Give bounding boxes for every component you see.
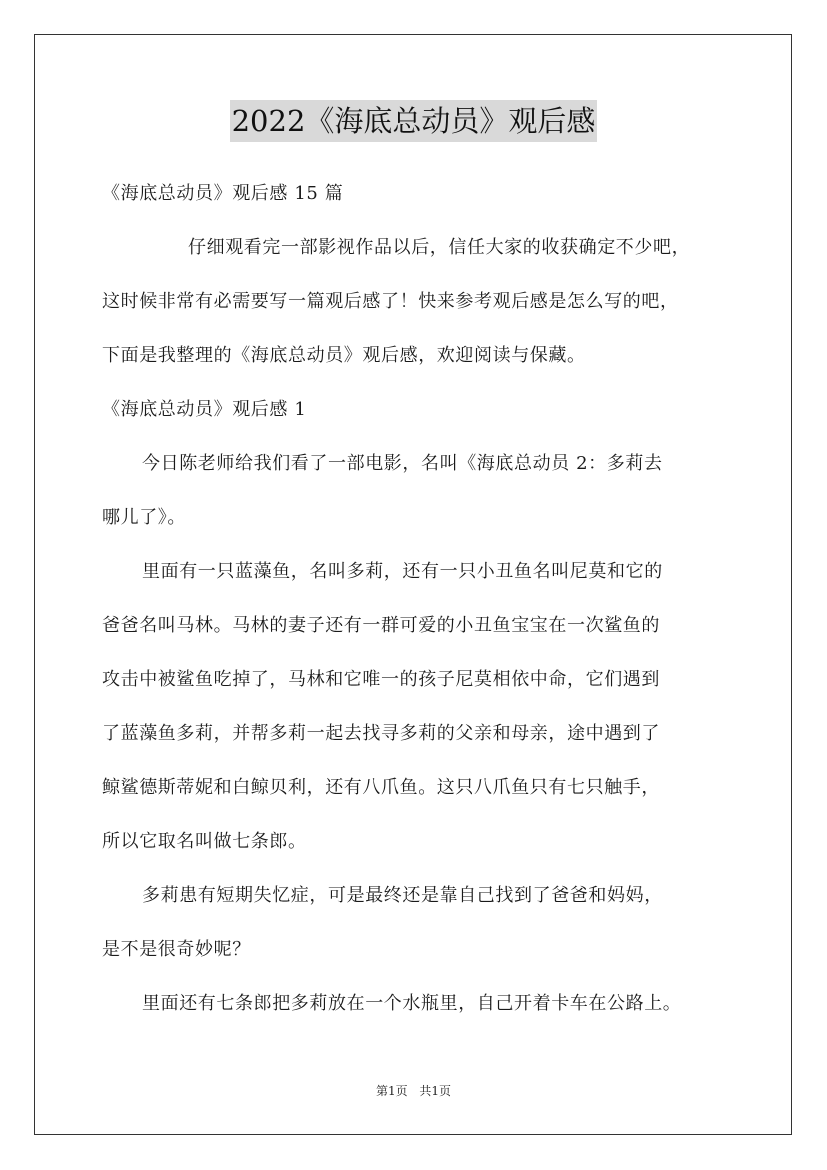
section-heading: 《海底总动员》观后感 1	[102, 399, 307, 420]
body-line: 所以它取名叫做七条郎。	[102, 831, 307, 852]
body-line: 这时候非常有必需要写一篇观后感了！快来参考观后感是怎么写的吧，	[102, 291, 679, 312]
body-line: 里面有一只蓝藻鱼，名叫多莉，还有一只小丑鱼名叫尼莫和它的	[142, 561, 663, 582]
body-line: 多莉患有短期失忆症，可是最终还是靠自己找到了爸爸和妈妈，	[142, 885, 663, 906]
body-line: 了蓝藻鱼多莉，并帮多莉一起去找寻多莉的父亲和母亲，途中遇到了	[102, 723, 660, 744]
page-total: 共1页	[419, 1084, 452, 1098]
body-line: 爸爸名叫马林。马林的妻子还有一群可爱的小丑鱼宝宝在一次鲨鱼的	[102, 615, 660, 636]
title-container	[0, 100, 827, 142]
body-line: 仔细观看完一部影视作品以后，信任大家的收获确定不少吧，	[188, 237, 691, 258]
subtitle-line: 《海底总动员》观后感 15 篇	[102, 183, 344, 204]
body-line: 攻击中被鲨鱼吃掉了，马林和它唯一的孩子尼莫相依中命，它们遇到	[102, 669, 660, 690]
body-line: 里面还有七条郎把多莉放在一个水瓶里，自己开着卡车在公路上。	[142, 993, 682, 1014]
page-number: 第1页	[375, 1084, 408, 1098]
body-line: 哪儿了》。	[102, 507, 186, 528]
body-line: 今日陈老师给我们看了一部电影，名叫《海底总动员 2：多莉去	[142, 453, 663, 474]
document-title: 2022《海底总动员》观后感	[230, 100, 598, 142]
body-line: 鲸鲨德斯蒂妮和白鲸贝利，还有八爪鱼。这只八爪鱼只有七只触手，	[102, 777, 660, 798]
body-line: 下面是我整理的《海底总动员》观后感，欢迎阅读与保藏。	[102, 345, 586, 366]
page-footer	[0, 1083, 827, 1099]
body-line: 是不是很奇妙呢？	[102, 939, 251, 960]
